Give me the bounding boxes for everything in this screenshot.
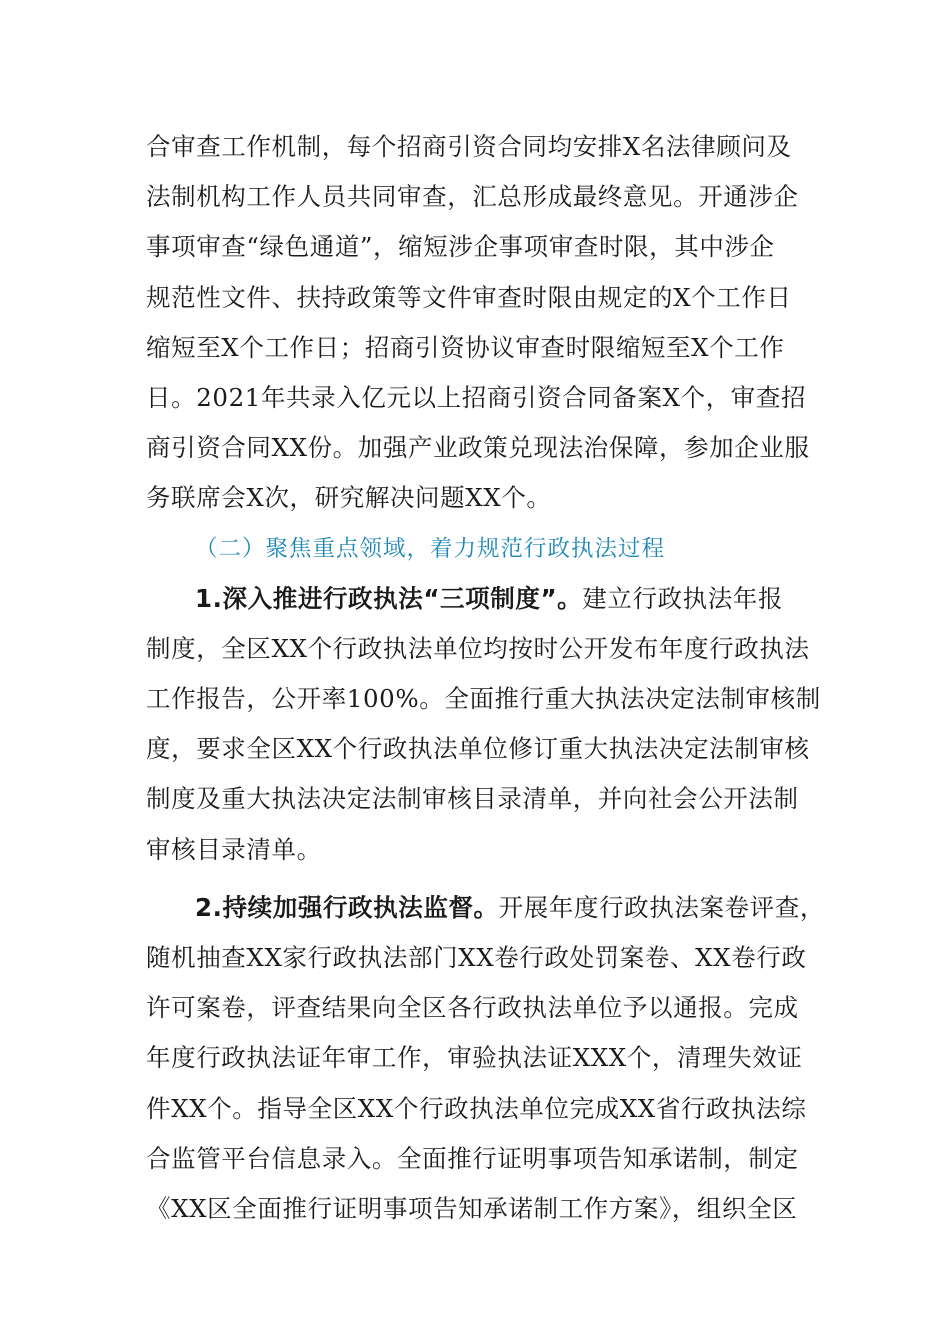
text-line: 制度，全区XX个行政执法单位均按时公开发布年度行政执法: [146, 633, 810, 663]
text-line: 法制机构工作人员共同审查，汇总形成最终意见。开通涉企: [146, 182, 799, 212]
text-line: 日。2021年共录入亿元以上招商引资合同备案X个，审查招: [146, 382, 807, 412]
text-line: 审核目录清单。: [146, 834, 322, 864]
text-line: 务联席会X次，研究解决问题XX个。: [146, 483, 552, 513]
text-line: 工作报告，公开率100%。全面推行重大执法决定法制审核制: [146, 684, 821, 714]
text-line: 合监管平台信息录入。全面推行证明事项告知承诺制，制定: [146, 1143, 799, 1173]
text-line: 商引资合同XX份。加强产业政策兑现法治保障，参加企业服: [146, 433, 810, 463]
item-1-first-line: [146, 574, 806, 624]
item-2-first-line: [146, 883, 825, 933]
item-2-first-text: 开展年度行政执法案卷评查，: [498, 892, 825, 922]
document-page: [146, 122, 825, 1234]
item-2-title: 2.持续加强行政执法监督。: [195, 892, 499, 922]
item-1-title: 1.深入推进行政执法“三项制度”。: [195, 583, 583, 613]
item-1: [146, 574, 821, 875]
section-heading: （二）聚焦重点领域，着力规范行政执法过程: [195, 535, 666, 562]
text-line: 随机抽查XX家行政执法部门XX卷行政处罚案卷、XX卷行政: [146, 943, 807, 972]
text-line: 许可案卷，评查结果向全区各行政执法单位予以通报。完成: [146, 993, 799, 1023]
item-1-first-text: 建立行政执法年报: [582, 583, 784, 613]
text-line: 事项审查“绿色通道”，缩短涉企事项审查时限，其中涉企: [146, 232, 775, 262]
paragraph-1: [146, 122, 810, 524]
text-line: 合审查工作机制，每个招商引资合同均安排X名法律顾问及: [146, 132, 792, 161]
text-line: 规范性文件、扶持政策等文件审查时限由规定的X个工作日: [146, 282, 792, 312]
text-line: 《XX区全面推行证明事项告知承诺制工作方案》，组织全区: [146, 1193, 798, 1223]
text-line: 件XX个。指导全区XX个行政执法单位完成XX省行政执法综: [146, 1093, 807, 1123]
text-line: 年度行政执法证年审工作，审验执法证XXX个，清理失效证: [146, 1043, 803, 1073]
text-line: 缩短至X个工作日；招商引资协议审查时限缩短至X个工作: [146, 332, 785, 362]
text-line: 度，要求全区XX个行政执法单位修订重大执法决定法制审核: [146, 734, 810, 764]
text-line: 制度及重大执法决定法制审核目录清单，并向社会公开法制: [146, 784, 799, 814]
item-2: [146, 883, 825, 1234]
